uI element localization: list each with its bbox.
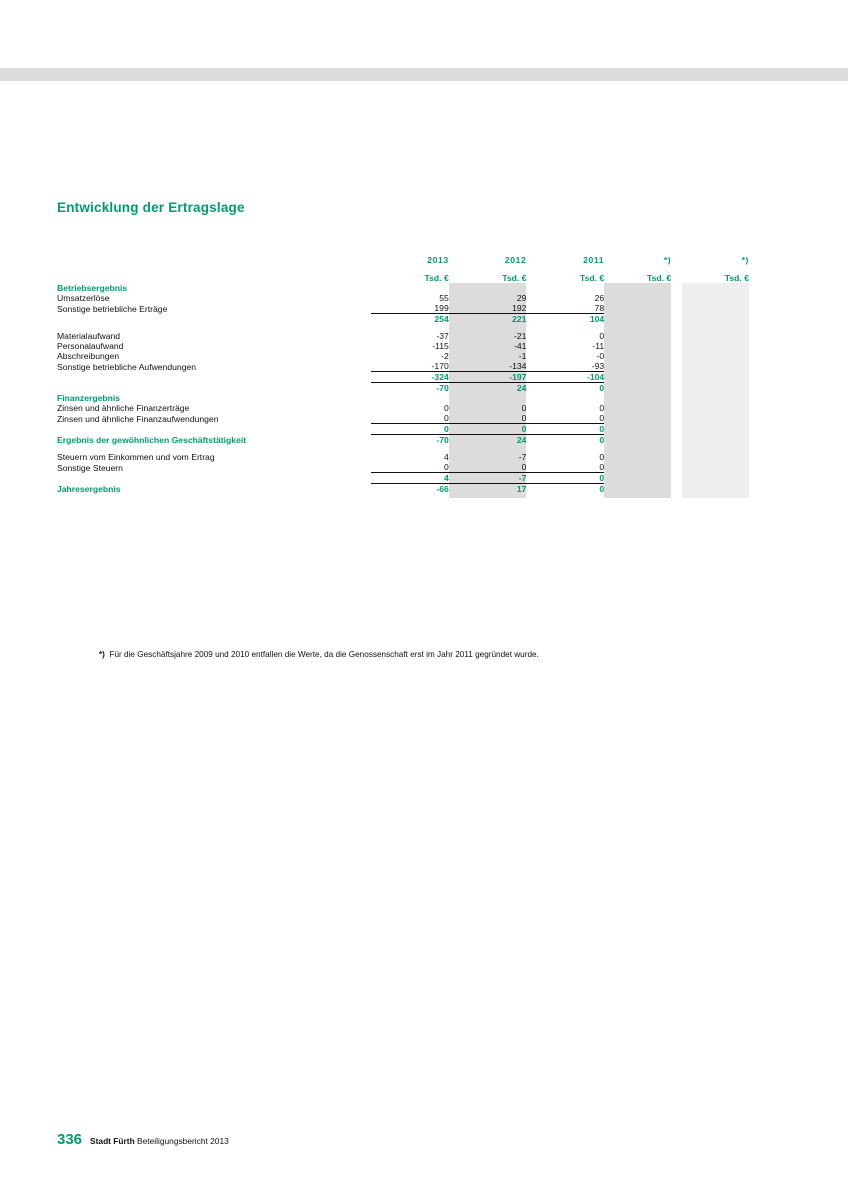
row-value-2009 (682, 413, 749, 424)
row-value-2012: -41 (449, 341, 527, 351)
row-value-2009 (682, 293, 749, 303)
subtotal-row (57, 314, 749, 325)
table-row (57, 413, 749, 424)
financial-table (57, 250, 757, 498)
row-value-2013: 199 (371, 303, 449, 314)
spacer (671, 324, 682, 331)
spacer (526, 494, 604, 498)
row-value-2012: 0 (449, 462, 527, 473)
row-value-2012: -7 (449, 452, 527, 462)
header-unit-2010: Tsd. € (647, 273, 672, 283)
na-cell (526, 283, 604, 293)
gap (671, 283, 682, 293)
section-heading-row (57, 283, 749, 293)
subtotal-2013: -70 (436, 383, 449, 393)
table-row (57, 331, 749, 341)
row-value-2010 (604, 452, 671, 462)
table-header-years (57, 250, 749, 265)
na-cell-2009 (682, 393, 749, 403)
total-value-2010 (604, 484, 671, 495)
row-value-2011: -11 (592, 341, 605, 351)
gap (671, 314, 682, 325)
spacer (682, 445, 749, 452)
row-value-2011: 0 (599, 403, 605, 413)
gap (671, 413, 682, 424)
spacer (604, 324, 671, 331)
spacer (671, 445, 682, 452)
spacer (449, 445, 527, 452)
row-value-2013: 4 (443, 452, 449, 462)
table-row (57, 351, 749, 361)
header-unit-2011: Tsd. € (579, 273, 605, 283)
row-value-2011: 26 (594, 293, 605, 303)
total-value-2009 (682, 484, 749, 495)
row-value-2012: -1 (449, 351, 527, 361)
header-unit-2009: Tsd. € (724, 273, 749, 283)
row-value-2010 (604, 303, 671, 314)
gap (671, 303, 682, 314)
subtotal-2012: 0 (449, 424, 527, 435)
gap (671, 435, 682, 446)
row-label (57, 424, 371, 435)
total-value-2013: -66 (436, 484, 449, 494)
gap (671, 331, 682, 341)
subtotal-2011: -104 (526, 372, 604, 383)
row-value-2012: -134 (449, 361, 527, 372)
row-value-2011: 0 (526, 462, 604, 473)
row-value-2012: 29 (449, 293, 527, 303)
subtotal-row (57, 372, 749, 383)
spacer (57, 445, 371, 452)
gap (671, 341, 682, 351)
footer-report: Beteiligungsbericht 2013 (137, 1136, 229, 1146)
row-value-2010 (604, 413, 671, 424)
subtotal-2013: 4 (371, 473, 449, 484)
section-heading-row (57, 393, 749, 403)
subtotal-2012: -197 (449, 372, 527, 383)
row-value-2011: -93 (526, 361, 604, 372)
row-label: Sonstige betriebliche Erträge (57, 303, 168, 314)
spacer (57, 324, 371, 331)
table-row (57, 452, 749, 462)
row-value-2013: 0 (371, 413, 449, 424)
section-value-2013: -70 (436, 435, 449, 445)
row-value-2010 (604, 351, 671, 361)
na-cell (371, 393, 449, 403)
row-value-2009 (682, 303, 749, 314)
na-cell-2010 (604, 283, 671, 293)
subtotal-2011: 0 (526, 473, 604, 484)
section-heading-row (57, 484, 749, 495)
section-value-2010 (604, 435, 671, 446)
header-unit-2013: Tsd. € (424, 273, 449, 283)
row-label (57, 473, 371, 484)
section-value-2009 (682, 435, 749, 446)
row-label (57, 383, 371, 394)
subtotal-2011: 0 (599, 383, 605, 393)
table-row (57, 341, 749, 351)
spacer (671, 494, 682, 498)
spacer (604, 494, 671, 498)
total-value-2011: 0 (599, 484, 605, 494)
subtotal-2009 (682, 372, 749, 383)
na-cell-2010 (604, 393, 671, 403)
spacer (682, 494, 749, 498)
subtotal-2012: -7 (449, 473, 527, 484)
row-label (57, 372, 371, 383)
row-value-2010 (604, 341, 671, 351)
na-cell (449, 283, 527, 293)
row-label: Zinsen und ähnliche Finanzaufwendungen (57, 413, 219, 424)
row-label: Umsatzerlöse (57, 293, 110, 303)
row-value-2012: 0 (449, 413, 527, 424)
row-value-2013: 0 (371, 462, 449, 473)
gap (671, 351, 682, 361)
section-heading-finanzergebnis: Finanzergebnis (57, 393, 121, 403)
header-spacer (57, 250, 371, 265)
header-unit-spacer (57, 265, 371, 283)
na-cell-2009 (682, 283, 749, 293)
row-value-2013: -115 (432, 341, 449, 351)
gap (671, 361, 682, 372)
row-value-2013: 0 (443, 403, 449, 413)
header-year-2009: *) (741, 255, 749, 265)
table-row (57, 403, 749, 413)
row-label: Materialaufwand (57, 331, 121, 341)
section-heading-ergebnis-gewoehnliche: Ergebnis der gewöhnlichen Geschäftstätigkeit (57, 435, 247, 445)
row-label: Sonstige Steuern (57, 462, 123, 473)
row-value-2010 (604, 462, 671, 473)
row-value-2013: -170 (371, 361, 449, 372)
subtotal-2009 (682, 424, 749, 435)
spacer (682, 324, 749, 331)
footnote (99, 650, 539, 659)
subtotal-2011: 0 (526, 424, 604, 435)
row-value-2011: 0 (526, 413, 604, 424)
spacer-row (57, 445, 749, 452)
gap (671, 462, 682, 473)
row-value-2009 (682, 403, 749, 413)
table-row (57, 293, 749, 303)
row-value-2009 (682, 462, 749, 473)
spacer (526, 445, 604, 452)
row-value-2010 (604, 293, 671, 303)
header-unit-2012: Tsd. € (502, 273, 527, 283)
row-value-2009 (682, 341, 749, 351)
na-cell (371, 283, 449, 293)
subtotal-2010 (604, 383, 671, 394)
footer-label (90, 1136, 229, 1146)
section-heading-jahresergebnis: Jahresergebnis (57, 484, 121, 494)
header-band (0, 68, 848, 81)
spacer (57, 494, 371, 498)
spacer (371, 494, 449, 498)
gap (671, 293, 682, 303)
spacer (371, 324, 449, 331)
section-heading-betriebsergebnis: Betriebsergebnis (57, 283, 128, 293)
row-value-2010 (604, 331, 671, 341)
table-header-units (57, 265, 749, 283)
na-cell (526, 393, 604, 403)
subtotal-row (57, 424, 749, 435)
footer-city: Stadt Fürth (90, 1136, 135, 1146)
row-value-2012: -21 (449, 331, 527, 341)
gap (671, 424, 682, 435)
spacer (526, 324, 604, 331)
subtotal-2010 (604, 372, 671, 383)
gap (671, 452, 682, 462)
row-label: Personalaufwand (57, 341, 124, 351)
section-value-2012: 24 (449, 435, 527, 446)
row-value-2010 (604, 403, 671, 413)
gap (671, 473, 682, 484)
gap (671, 393, 682, 403)
page-footer (57, 1131, 229, 1148)
spacer-row (57, 324, 749, 331)
row-value-2013: -2 (441, 351, 449, 361)
row-value-2009 (682, 331, 749, 341)
row-value-2009 (682, 351, 749, 361)
header-year-2012: 2012 (504, 255, 527, 265)
row-label: Steuern vom Einkommen und vom Ertrag (57, 452, 215, 462)
row-value-2013: -37 (436, 331, 449, 341)
row-value-2011: 0 (599, 331, 605, 341)
row-value-2011: 78 (526, 303, 604, 314)
row-value-2011: 0 (599, 452, 605, 462)
header-gap-2 (671, 265, 682, 283)
row-value-2009 (682, 452, 749, 462)
subtotal-2013: -324 (371, 372, 449, 383)
spacer-row (57, 494, 749, 498)
row-label (57, 314, 371, 325)
spacer (449, 324, 527, 331)
footnote-text: Für die Geschäftsjahre 2009 und 2010 entfallen die Werte, da die Genossenschaft erst im Jahr 2011 gegründet wurde. (109, 650, 539, 659)
spacer (604, 445, 671, 452)
header-year-2013: 2013 (427, 255, 449, 265)
gap (671, 372, 682, 383)
header-gap (671, 250, 682, 265)
page-title: Entwicklung der Ertragslage (57, 200, 245, 215)
subtotal-2010 (604, 424, 671, 435)
row-label: Sonstige betriebliche Aufwendungen (57, 361, 197, 372)
subtotal-2013: 0 (371, 424, 449, 435)
spacer (449, 494, 527, 498)
subtotal-2009 (682, 473, 749, 484)
subtotal-2012: 221 (449, 314, 527, 325)
row-value-2013: 55 (439, 293, 449, 303)
row-value-2012: 0 (449, 403, 527, 413)
subtotal-2012: 24 (449, 383, 527, 394)
gap (671, 403, 682, 413)
subtotal-row (57, 383, 749, 394)
header-year-2011: 2011 (583, 255, 605, 265)
total-value-2012: 17 (449, 484, 527, 495)
row-value-2009 (682, 361, 749, 372)
header-year-2010: *) (663, 255, 672, 265)
subtotal-2010 (604, 314, 671, 325)
subtotal-2010 (604, 473, 671, 484)
subtotal-2013: 254 (434, 314, 449, 324)
spacer (371, 445, 449, 452)
table-row (57, 361, 749, 372)
row-value-2011: -0 (596, 351, 605, 361)
row-value-2010 (604, 361, 671, 372)
subtotal-row (57, 473, 749, 484)
row-label: Abschreibungen (57, 351, 120, 361)
gap (671, 484, 682, 495)
subtotal-2011: 104 (589, 314, 605, 324)
row-label: Zinsen und ähnliche Finanzerträge (57, 403, 190, 413)
table-row (57, 462, 749, 473)
table-row (57, 303, 749, 314)
footer-page-number: 336 (57, 1131, 83, 1148)
na-cell (449, 393, 527, 403)
subtotal-2009 (682, 383, 749, 394)
section-value-2011: 0 (599, 435, 605, 445)
footnote-marker: *) (99, 650, 105, 659)
row-value-2012: 192 (449, 303, 527, 314)
subtotal-2009 (682, 314, 749, 325)
gap (671, 383, 682, 394)
section-heading-row (57, 435, 749, 446)
